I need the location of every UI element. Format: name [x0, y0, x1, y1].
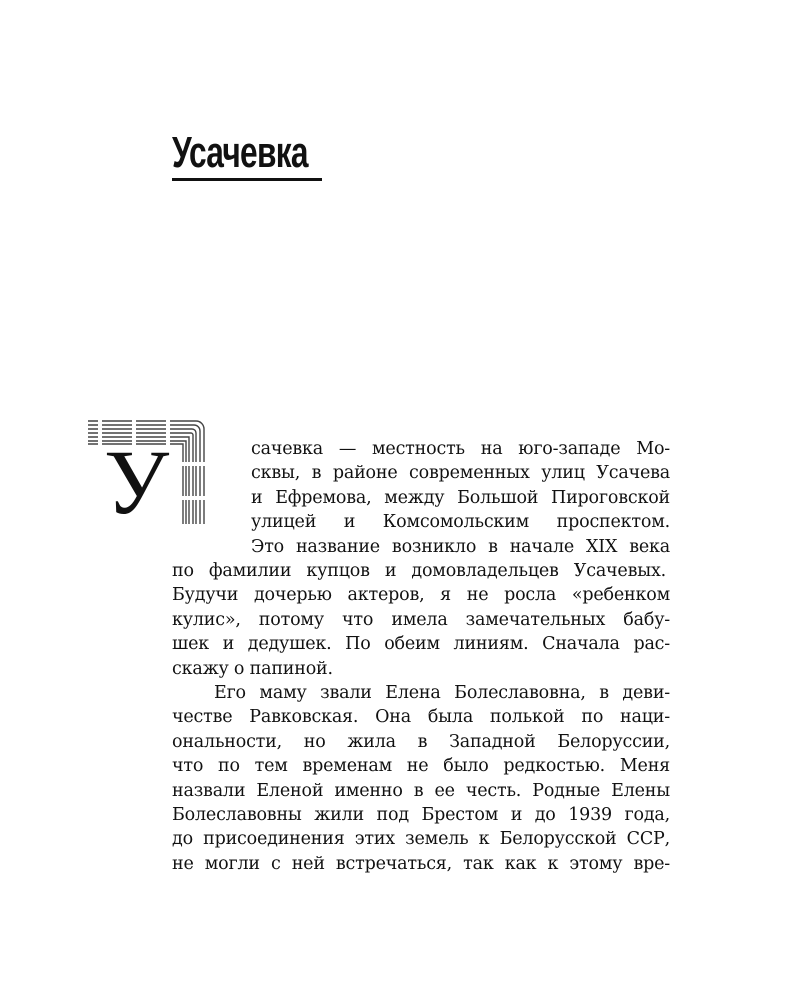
text-line: Его маму звали Елена Болеславовна, в деви-: [214, 683, 670, 703]
text-line: кулис», потому что имела замечательных бабу-: [172, 610, 670, 630]
text-line: честве Равковская. Она была полькой по наци-: [172, 707, 670, 727]
text-line: ональности, но жила в Западной Белоруссии,: [172, 732, 670, 752]
text-line: назвали Еленой именно в ее честь. Родные Елены: [172, 781, 670, 801]
text-line: сквы, в районе современных улиц Усачева: [251, 463, 670, 483]
text-line: что по тем временам не было редкостью. Меня: [172, 756, 670, 776]
text-line: шек и дедушек. По обеим линиям. Сначала рас-: [172, 634, 670, 654]
title-underline: [172, 178, 322, 181]
text-line: до присоединения этих земель к Белорусской ССР,: [172, 829, 670, 849]
text-line: и Ефремова, между Большой Пироговской: [251, 488, 670, 508]
text-line: скажу о папиной.: [172, 659, 333, 679]
chapter-title: Усачевка: [172, 128, 308, 177]
text-line: сачевка — местность на юго-западе Мо-: [251, 439, 670, 459]
text-line: Болеславовны жили под Брестом и до 1939 года,: [172, 805, 670, 825]
drop-cap-letter: У: [104, 431, 170, 533]
text-line: по фамилии купцов и домовладельцев Усачевых.: [172, 561, 666, 581]
text-line: Это название возникло в начале XIX века: [251, 537, 670, 557]
text-line: улицей и Комсомольским проспектом.: [251, 512, 670, 532]
text-line: Будучи дочерью актеров, я не росла «ребенком: [172, 585, 670, 605]
text-line: не могли с ней встречаться, так как к этому вре-: [172, 854, 670, 874]
